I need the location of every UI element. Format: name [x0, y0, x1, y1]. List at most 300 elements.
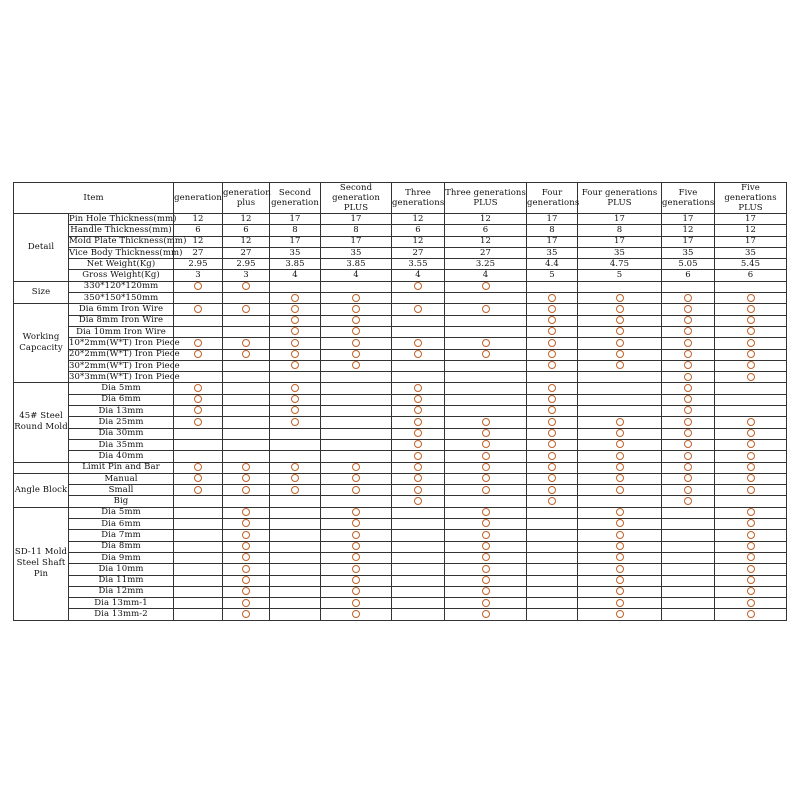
circle-mark-icon [352, 565, 360, 573]
check-cell [715, 417, 787, 428]
check-cell [715, 338, 787, 349]
value-cell: 4 [445, 270, 527, 281]
table-row [14, 281, 787, 292]
check-cell [715, 428, 787, 439]
value-cell [223, 439, 270, 450]
value-cell [662, 530, 715, 541]
value-cell [715, 383, 787, 394]
check-cell [715, 586, 787, 597]
check-cell [270, 315, 321, 326]
circle-mark-icon [616, 599, 624, 607]
circle-mark-icon [747, 486, 755, 494]
value-cell: 12 [174, 236, 223, 247]
check-cell [270, 417, 321, 428]
check-cell [392, 338, 445, 349]
value-cell: 8 [270, 225, 321, 236]
circle-mark-icon [482, 339, 490, 347]
check-cell [578, 349, 662, 360]
check-cell [662, 360, 715, 371]
check-cell [321, 586, 392, 597]
check-cell [445, 485, 527, 496]
group-label: SD-11 Mold Steel Shaft Pin [14, 507, 69, 620]
row-label: 30*3mm(W*T) Iron Piece [69, 371, 180, 382]
circle-mark-icon [352, 474, 360, 482]
circle-mark-icon [352, 305, 360, 313]
check-cell [392, 383, 445, 394]
value-cell: 6 [174, 225, 223, 236]
value-cell [578, 406, 662, 417]
circle-mark-icon [747, 599, 755, 607]
circle-mark-icon [242, 553, 250, 561]
value-cell [445, 406, 527, 417]
circle-mark-icon [194, 463, 202, 471]
value-cell [392, 586, 445, 597]
value-cell [445, 394, 527, 405]
circle-mark-icon [548, 361, 556, 369]
circle-mark-icon [291, 294, 299, 302]
table-row [14, 552, 787, 563]
circle-mark-icon [747, 339, 755, 347]
value-cell [174, 293, 223, 304]
value-cell: 17 [662, 214, 715, 225]
table-row [14, 236, 787, 247]
row-label: 10*2mm(W*T) Iron Piece [69, 337, 180, 348]
check-cell [223, 485, 270, 496]
value-cell: 5 [527, 270, 578, 281]
value-cell [527, 507, 578, 518]
circle-mark-icon [684, 384, 692, 392]
check-cell [321, 462, 392, 473]
value-cell [527, 609, 578, 620]
value-cell: 4 [392, 270, 445, 281]
check-cell [174, 383, 223, 394]
row-label: Gross Weight(Kg) [69, 270, 174, 281]
check-cell [527, 349, 578, 360]
circle-mark-icon [414, 282, 422, 290]
value-cell: 12 [662, 225, 715, 236]
circle-mark-icon [242, 305, 250, 313]
check-cell [715, 564, 787, 575]
value-cell [321, 417, 392, 428]
value-cell: 5.45 [715, 259, 787, 270]
check-cell [223, 462, 270, 473]
value-cell: 12 [392, 214, 445, 225]
circle-mark-icon [242, 339, 250, 347]
value-cell [392, 552, 445, 563]
circle-mark-icon [194, 418, 202, 426]
circle-mark-icon [548, 294, 556, 302]
check-cell [715, 304, 787, 315]
value-cell [321, 372, 392, 383]
check-cell [223, 281, 270, 292]
circle-mark-icon [482, 587, 490, 595]
circle-mark-icon [291, 305, 299, 313]
column-header: generation plus [223, 183, 270, 214]
value-cell [270, 609, 321, 620]
value-cell [392, 564, 445, 575]
table-row [14, 372, 787, 383]
value-cell [392, 530, 445, 541]
check-cell [445, 473, 527, 484]
circle-mark-icon [747, 463, 755, 471]
value-cell [270, 541, 321, 552]
check-cell [527, 326, 578, 337]
value-cell: 8 [578, 225, 662, 236]
circle-mark-icon [352, 531, 360, 539]
table-row [14, 417, 787, 428]
value-cell: 5 [578, 270, 662, 281]
value-cell [527, 598, 578, 609]
circle-mark-icon [616, 440, 624, 448]
row-label: Dia 13mm-1 [69, 598, 174, 609]
value-cell [321, 406, 392, 417]
value-cell [174, 598, 223, 609]
circle-mark-icon [616, 553, 624, 561]
circle-mark-icon [482, 282, 490, 290]
check-cell [223, 473, 270, 484]
check-cell [578, 360, 662, 371]
value-cell: 35 [527, 247, 578, 258]
value-cell [174, 519, 223, 530]
group-label-empty [14, 462, 69, 473]
check-cell [223, 564, 270, 575]
circle-mark-icon [291, 486, 299, 494]
value-cell [223, 428, 270, 439]
check-cell [578, 598, 662, 609]
table-row [14, 360, 787, 371]
check-cell [527, 473, 578, 484]
value-cell [662, 541, 715, 552]
value-cell: 27 [174, 247, 223, 258]
row-label: Dia 9mm [69, 552, 174, 563]
value-cell [321, 428, 392, 439]
circle-mark-icon [242, 565, 250, 573]
check-cell [715, 598, 787, 609]
check-cell [392, 304, 445, 315]
value-cell: 4 [321, 270, 392, 281]
circle-mark-icon [242, 486, 250, 494]
value-cell [174, 496, 223, 507]
circle-mark-icon [684, 418, 692, 426]
check-cell [392, 417, 445, 428]
circle-mark-icon [291, 463, 299, 471]
row-label: 330*120*120mm [69, 281, 174, 292]
check-cell [445, 564, 527, 575]
check-cell [321, 293, 392, 304]
row-label: Dia 11mm [69, 575, 174, 586]
circle-mark-icon [616, 294, 624, 302]
circle-mark-icon [548, 316, 556, 324]
value-cell: 5.05 [662, 259, 715, 270]
circle-mark-icon [548, 440, 556, 448]
value-cell [270, 519, 321, 530]
circle-mark-icon [414, 486, 422, 494]
value-cell [392, 372, 445, 383]
check-cell [578, 293, 662, 304]
check-cell [527, 293, 578, 304]
row-label: Dia 10mm Iron Wire [69, 326, 174, 337]
value-cell [392, 326, 445, 337]
group-label: 45# Steel Round Mold [14, 383, 69, 462]
check-cell [392, 394, 445, 405]
check-cell [662, 428, 715, 439]
circle-mark-icon [747, 587, 755, 595]
table-row [14, 507, 787, 518]
check-cell [321, 349, 392, 360]
check-cell [715, 462, 787, 473]
circle-mark-icon [291, 474, 299, 482]
circle-mark-icon [747, 531, 755, 539]
check-cell [321, 485, 392, 496]
circle-mark-icon [352, 486, 360, 494]
value-cell [662, 609, 715, 620]
check-cell [715, 609, 787, 620]
circle-mark-icon [291, 316, 299, 324]
value-cell [662, 586, 715, 597]
circle-mark-icon [194, 305, 202, 313]
circle-mark-icon [747, 373, 755, 381]
check-cell [392, 406, 445, 417]
circle-mark-icon [548, 406, 556, 414]
value-cell: 17 [321, 214, 392, 225]
value-cell [527, 530, 578, 541]
check-cell [174, 281, 223, 292]
value-cell [715, 281, 787, 292]
table-row [14, 394, 787, 405]
value-cell [174, 326, 223, 337]
check-cell [174, 485, 223, 496]
value-cell [445, 372, 527, 383]
circle-mark-icon [482, 553, 490, 561]
check-cell [445, 349, 527, 360]
check-cell [270, 473, 321, 484]
value-cell [662, 564, 715, 575]
circle-mark-icon [352, 508, 360, 516]
circle-mark-icon [548, 474, 556, 482]
circle-mark-icon [747, 519, 755, 527]
value-cell [392, 315, 445, 326]
value-cell: 2.95 [174, 259, 223, 270]
row-label: Dia 13mm-2 [69, 609, 174, 620]
circle-mark-icon [616, 508, 624, 516]
table-row [14, 462, 787, 473]
value-cell [321, 383, 392, 394]
value-cell [270, 372, 321, 383]
value-cell: 12 [445, 214, 527, 225]
value-cell [270, 281, 321, 292]
group-label: Detail [14, 214, 69, 282]
value-cell: 27 [223, 247, 270, 258]
table-row [14, 586, 787, 597]
check-cell [715, 485, 787, 496]
circle-mark-icon [684, 474, 692, 482]
check-cell [392, 439, 445, 450]
value-cell [223, 293, 270, 304]
check-cell [662, 326, 715, 337]
circle-mark-icon [352, 316, 360, 324]
check-cell [223, 552, 270, 563]
circle-mark-icon [684, 350, 692, 358]
circle-mark-icon [616, 474, 624, 482]
table-row [14, 214, 787, 225]
value-cell: 17 [662, 236, 715, 247]
row-label: Dia 6mm [69, 394, 174, 405]
check-cell [223, 575, 270, 586]
value-cell [662, 281, 715, 292]
circle-mark-icon [747, 474, 755, 482]
check-cell [715, 372, 787, 383]
check-cell [321, 360, 392, 371]
circle-mark-icon [747, 508, 755, 516]
circle-mark-icon [291, 327, 299, 335]
value-cell: 35 [662, 247, 715, 258]
value-cell [270, 428, 321, 439]
row-label: Net Weight(Kg) [69, 259, 174, 270]
check-cell [662, 304, 715, 315]
circle-mark-icon [747, 305, 755, 313]
row-label: 350*150*150mm [69, 293, 174, 304]
circle-mark-icon [616, 576, 624, 584]
value-cell [321, 394, 392, 405]
value-cell: 12 [174, 214, 223, 225]
table-row [14, 598, 787, 609]
value-cell [527, 552, 578, 563]
check-cell [321, 541, 392, 552]
table-row [14, 259, 787, 270]
row-label: Dia 6mm [69, 519, 174, 530]
value-cell [223, 496, 270, 507]
check-cell [445, 575, 527, 586]
check-cell [270, 406, 321, 417]
value-cell [527, 586, 578, 597]
circle-mark-icon [616, 565, 624, 573]
check-cell [578, 304, 662, 315]
circle-mark-icon [747, 553, 755, 561]
row-label: Dia 13mm [69, 406, 174, 417]
circle-mark-icon [684, 361, 692, 369]
circle-mark-icon [291, 339, 299, 347]
circle-mark-icon [616, 429, 624, 437]
row-label: Dia 10mm [69, 564, 174, 575]
value-cell [270, 586, 321, 597]
check-cell [321, 609, 392, 620]
circle-mark-icon [684, 395, 692, 403]
value-cell [270, 439, 321, 450]
row-label: Manual [69, 473, 174, 484]
value-cell [392, 575, 445, 586]
check-cell [715, 349, 787, 360]
row-label: Small [69, 485, 174, 496]
column-header: Four generations PLUS [578, 183, 662, 214]
value-cell: 17 [578, 236, 662, 247]
check-cell [527, 383, 578, 394]
table-row [14, 383, 787, 394]
check-cell [527, 439, 578, 450]
table-row [14, 541, 787, 552]
table-row [14, 225, 787, 236]
circle-mark-icon [684, 463, 692, 471]
circle-mark-icon [684, 452, 692, 460]
check-cell [578, 530, 662, 541]
value-cell [174, 552, 223, 563]
group-label: Working Capcacity [14, 304, 69, 383]
check-cell [662, 406, 715, 417]
check-cell [662, 349, 715, 360]
value-cell [662, 598, 715, 609]
circle-mark-icon [616, 463, 624, 471]
circle-mark-icon [352, 339, 360, 347]
value-cell [578, 281, 662, 292]
row-label: 30*2mm(W*T) Iron Piece [69, 360, 180, 371]
check-cell [445, 609, 527, 620]
value-cell: 8 [321, 225, 392, 236]
check-cell [445, 541, 527, 552]
circle-mark-icon [242, 508, 250, 516]
circle-mark-icon [616, 361, 624, 369]
value-cell: 4.75 [578, 259, 662, 270]
value-cell [578, 372, 662, 383]
circle-mark-icon [684, 339, 692, 347]
check-cell [445, 530, 527, 541]
column-header: generation [174, 183, 223, 214]
check-cell [223, 541, 270, 552]
row-label: Dia 5mm [69, 383, 174, 394]
circle-mark-icon [194, 474, 202, 482]
check-cell [715, 293, 787, 304]
circle-mark-icon [548, 452, 556, 460]
value-cell [174, 360, 223, 371]
value-cell: 3 [174, 270, 223, 281]
row-label: Dia 40mm [69, 451, 174, 462]
check-cell [578, 326, 662, 337]
value-cell [223, 394, 270, 405]
circle-mark-icon [482, 305, 490, 313]
circle-mark-icon [482, 565, 490, 573]
value-cell [321, 439, 392, 450]
value-cell [392, 598, 445, 609]
check-cell [174, 338, 223, 349]
check-cell [270, 338, 321, 349]
value-cell: 17 [527, 214, 578, 225]
circle-mark-icon [747, 418, 755, 426]
circle-mark-icon [482, 542, 490, 550]
circle-mark-icon [616, 486, 624, 494]
circle-mark-icon [194, 339, 202, 347]
value-cell [321, 451, 392, 462]
check-cell [392, 451, 445, 462]
value-cell [445, 326, 527, 337]
circle-mark-icon [291, 395, 299, 403]
circle-mark-icon [242, 576, 250, 584]
check-cell [445, 519, 527, 530]
circle-mark-icon [747, 294, 755, 302]
value-cell: 35 [270, 247, 321, 258]
check-cell [174, 406, 223, 417]
value-cell: 35 [715, 247, 787, 258]
circle-mark-icon [616, 610, 624, 618]
value-cell [578, 394, 662, 405]
circle-mark-icon [548, 486, 556, 494]
value-cell [174, 530, 223, 541]
row-label: Dia 12mm [69, 586, 174, 597]
check-cell [578, 541, 662, 552]
circle-mark-icon [616, 350, 624, 358]
value-cell [445, 383, 527, 394]
check-cell [270, 326, 321, 337]
circle-mark-icon [414, 350, 422, 358]
circle-mark-icon [414, 406, 422, 414]
check-cell [715, 315, 787, 326]
